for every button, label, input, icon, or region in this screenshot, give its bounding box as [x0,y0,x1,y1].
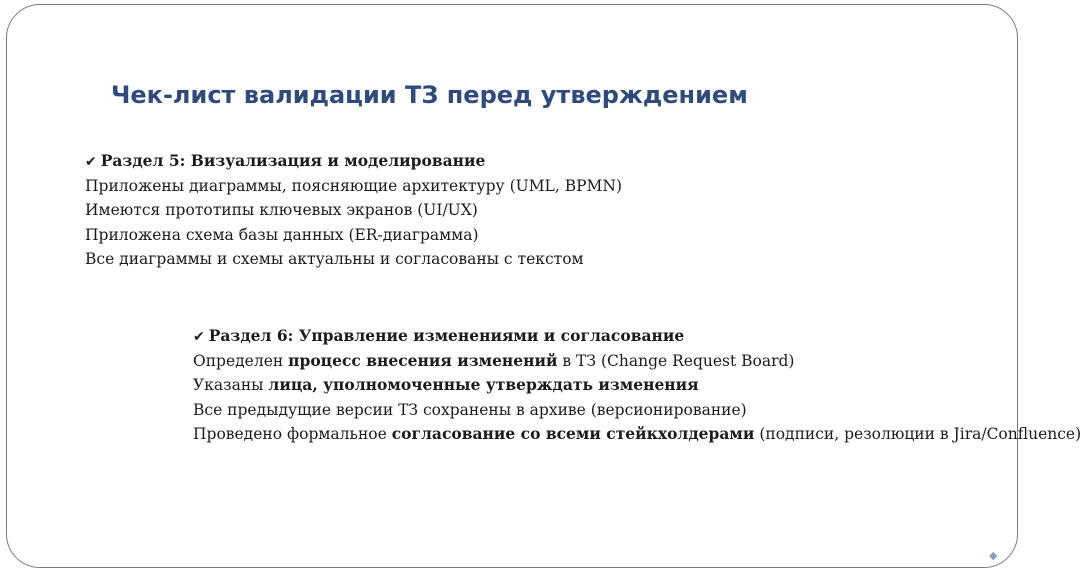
item-text: в ТЗ (Change Request Board) [557,351,795,370]
list-item [193,398,1081,423]
list-item [193,422,1081,447]
section-5 [85,149,622,272]
section-6-heading-text: Раздел 6: Управление изменениями и согласование [208,326,685,345]
item-emphasis: процесс внесения изменений [288,350,558,370]
list-item: Все диаграммы и схемы актуальны и согласованы с текстом [85,250,584,268]
section-5-heading [85,149,622,174]
item-text: (подписи, резолюции в Jira/Confluence) [754,425,1081,443]
list-item [193,349,1081,374]
list-item: Имеются прототипы ключевых экранов (UI/UX) [85,201,478,219]
check-icon: ✔︎ [85,154,97,170]
list-item: Приложены диаграммы, поясняющие архитектуру (UML, BPMN) [85,176,623,195]
item-text: Определен [193,351,289,370]
section-5-heading-text: Раздел 5: Визуализация и моделирование [100,151,486,170]
slide-frame [6,4,1081,568]
section-6-heading [193,324,1081,349]
item-text: Все предыдущие версии ТЗ сохранены в архиве (версионирование) [193,400,747,419]
item-text: Проведено формальное [193,425,392,443]
item-emphasis: лица, уполномоченные утверждать изменения [268,375,699,394]
next-slide-icon[interactable]: ◆ [989,549,998,562]
list-item: Приложена схема базы данных (ER-диаграмма) [85,225,479,244]
item-emphasis: согласование со всеми стейкхолдерами [391,424,755,443]
check-icon: ✔︎ [193,329,205,345]
list-item [193,373,1081,398]
slide-title: Чек-лист валидации ТЗ перед утверждением [111,81,748,109]
item-text: Указаны [193,376,269,394]
section-6 [193,324,1081,447]
